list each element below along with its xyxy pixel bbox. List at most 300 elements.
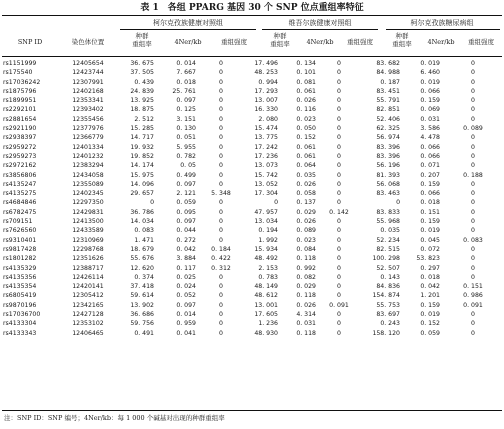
cell-ner-1: 0. 05 [180,162,196,170]
cell-ner-3: 0. 019 [420,227,440,235]
cell-snp-id: rs1801282 [3,255,37,263]
cell-ner-1: 0. 024 [176,283,196,291]
cell-rate-2: 13. 775 [254,134,278,142]
cell-rate-1: 24. 839 [130,87,154,95]
header-strength-3: 重组强度 [468,38,494,46]
cell-strength-3: 0 [471,152,475,160]
cell-rate-1: 36. 686 [130,311,154,319]
cell-ner-2: 0. 118 [296,292,316,300]
cell-rate-3: 0 [396,199,400,207]
cell-ner-1: 7. 667 [176,69,196,77]
cell-strength-2: 0 [337,60,341,67]
header-strength-1: 重组强度 [221,38,247,46]
cell-rate-2: 0. 783 [258,273,278,281]
cell-ner-3: 0. 019 [420,60,440,67]
cell-strength-1: 0 [219,134,223,142]
cell-rate-1: 12. 620 [130,264,154,272]
cell-strength-3: 0 [471,134,475,142]
cell-ner-2: 0. 992 [296,264,316,272]
cell-rate-3: 0. 243 [380,320,400,328]
cell-position: 12297350 [72,199,104,207]
cell-strength-1: 0 [219,152,223,160]
cell-position: 12413500 [72,218,104,226]
table-row [2,310,502,319]
cell-ner-2: 0. 061 [296,143,316,151]
cell-snp-id: rs17036700 [3,311,41,319]
header-rate-3-line1: 种群 [395,32,409,40]
cell-rate-1: 36. 675 [130,60,154,67]
cell-rate-3: 56. 974 [376,134,400,142]
cell-rate-3: 83. 396 [376,143,400,151]
cell-ner-2: 0. 050 [296,125,316,133]
cell-ner-1: 0. 097 [176,180,196,188]
cell-ner-1: 2. 121 [176,190,196,198]
cell-ner-3: 0. 042 [420,283,440,291]
cell-rate-3: 83. 463 [376,190,400,198]
cell-strength-1: 0 [219,301,223,309]
cell-strength-2: 0 [337,236,341,244]
cell-position: 12310969 [72,236,104,244]
table-row [2,115,502,124]
cell-position: 12434058 [72,171,104,179]
cell-snp-id: rs2972162 [3,162,37,170]
cell-strength-3: 0 [471,199,475,207]
cell-ner-3: 6. 460 [420,69,440,77]
cell-ner-2: 0. 029 [296,283,316,291]
cell-position: 12355456 [72,115,104,123]
cell-rate-2: 13. 034 [254,218,278,226]
table-row [2,189,502,198]
cell-rate-1: 14. 034 [130,218,154,226]
cell-snp-id: rs2881654 [3,115,37,123]
bottom-rule [2,410,502,411]
table-row [2,217,502,226]
cell-strength-1: 0 [219,87,223,95]
cell-rate-1: 55. 676 [130,255,154,263]
cell-strength-1: 0 [219,143,223,151]
cell-strength-2: 0 [337,218,341,226]
cell-ner-3: 0. 019 [420,311,440,319]
cell-ner-3: 0. 066 [420,143,440,151]
cell-rate-1: 0. 374 [134,273,154,281]
cell-strength-2: 0. 142 [329,208,349,216]
header-rate-1-line1: 种群 [135,32,149,40]
cell-ner-1: 0. 117 [176,264,196,272]
cell-rate-1: 2. 512 [134,115,154,123]
cell-strength-3: 0. 091 [463,301,483,309]
cell-ner-1: 0. 097 [176,301,196,309]
cell-rate-1: 0. 439 [134,78,154,86]
cell-rate-1: 0 [150,199,154,207]
cell-rate-1: 18. 875 [130,106,154,114]
cell-position: 12388717 [72,264,104,272]
cell-strength-1: 0. 422 [211,255,231,263]
cell-rate-2: 17. 293 [254,87,278,95]
cell-snp-id: rs4133343 [3,329,37,337]
cell-strength-1: 0 [219,227,223,235]
cell-strength-2: 0 [337,143,341,151]
cell-rate-3: 62. 325 [376,125,400,133]
cell-ner-3: 0. 018 [420,199,440,207]
cell-rate-2: 16. 330 [254,106,278,114]
cell-strength-2: 0 [337,78,341,86]
cell-ner-1: 0. 014 [176,311,196,319]
cell-strength-1: 0 [219,292,223,300]
cell-strength-2: 0 [337,255,341,263]
table-row [2,96,502,105]
cell-ner-2: 0. 061 [296,152,316,160]
cell-position: 12307991 [72,78,104,86]
cell-strength-1: 0 [219,106,223,114]
group-title-uygur-control: 维吾尔族健康对照组 [288,19,352,27]
cell-snp-id: rs2921190 [3,125,37,133]
table-row [2,161,502,170]
cell-ner-3: 0. 152 [420,320,440,328]
cell-snp-id: rs709151 [3,218,33,226]
cell-rate-3: 83. 451 [376,87,400,95]
cell-ner-1: 3. 884 [176,255,196,263]
cell-snp-id: rs1899951 [3,97,37,105]
cell-strength-1: 0 [219,180,223,188]
cell-strength-3: 0 [471,69,475,77]
cell-strength-3: 0 [471,218,475,226]
cell-snp-id: rs1875796 [3,87,37,95]
cell-ner-2: 0. 029 [296,208,316,216]
cell-strength-1: 0 [219,162,223,170]
cell-strength-3: 0 [471,190,475,198]
cell-position: 12420141 [72,283,104,291]
table-row [2,208,502,217]
cell-strength-3: 0 [471,264,475,272]
cell-strength-2: 0 [337,125,341,133]
cell-snp-id: rs2292101 [3,106,37,114]
cell-rate-3: 154. 874 [372,292,400,300]
cell-ner-2: 4. 314 [296,311,316,319]
cell-rate-2: 13. 007 [254,97,278,105]
cell-strength-3: 0. 151 [463,283,483,291]
header-rate-2 [258,32,302,48]
cell-snp-id: rs4684846 [3,199,37,207]
cell-strength-1: 0 [219,115,223,123]
cell-rate-3: 83. 697 [376,311,400,319]
cell-ner-3: 0. 159 [420,180,440,188]
cell-ner-1: 0. 051 [176,134,196,142]
header-ner-1: 4Ner/kb [174,38,202,46]
cell-position: 12377976 [72,125,104,133]
cell-rate-2: 13. 073 [254,162,278,170]
header-rate-2-line1: 种群 [273,32,287,40]
cell-ner-2: 0. 064 [296,162,316,170]
group-title-kirgiz-diabetes: 柯尔克孜族糖尿病组 [410,19,474,27]
header-ner-2: 4Ner/kb [306,38,334,46]
header-position: 染色体位置 [71,38,105,46]
cell-rate-3: 81. 393 [376,171,400,179]
cell-rate-1: 18. 679 [130,245,154,253]
cell-rate-2: 0 [274,199,278,207]
cell-ner-2: 0. 134 [296,60,316,67]
cell-ner-1: 0. 014 [176,60,196,67]
cell-strength-3: 0. 986 [463,292,483,300]
cell-strength-3: 0 [471,106,475,114]
cell-strength-1: 0 [219,218,223,226]
cell-ner-1: 0. 097 [176,97,196,105]
cell-position: 12298768 [72,245,104,253]
header-rate-1-line2: 重组率 [132,40,152,48]
cell-strength-2: 0 [337,273,341,281]
cell-rate-2: 48. 612 [254,292,278,300]
cell-position: 12401334 [72,143,104,151]
cell-strength-3: 0 [471,311,475,319]
cell-rate-3: 56. 068 [376,180,400,188]
cell-ner-3: 0. 059 [420,329,440,337]
cell-ner-2: 0. 035 [296,171,316,179]
cell-rate-2: 15. 742 [254,171,278,179]
cell-rate-1: 14. 174 [130,162,154,170]
cell-snp-id: rs6805419 [3,292,37,300]
cell-rate-3: 0. 035 [380,227,400,235]
cell-rate-2: 1. 236 [258,320,278,328]
cell-ner-3: 0. 151 [420,208,440,216]
table-row [2,226,502,235]
cell-strength-1: 0 [219,171,223,179]
cell-rate-2: 0. 994 [258,78,278,86]
cell-position: 12351626 [72,255,104,263]
group-title-kirgiz-control: 柯尔克孜族健康对照组 [153,19,223,27]
header-rate-3-line2: 重组率 [392,40,412,48]
cell-rate-2: 48. 930 [254,329,278,337]
cell-ner-3: 0. 045 [420,236,440,244]
cell-rate-3: 0. 143 [380,273,400,281]
cell-ner-1: 3. 151 [176,115,196,123]
cell-ner-2: 0. 026 [296,97,316,105]
table-row [2,87,502,96]
cell-snp-id: rs6782475 [3,208,37,216]
cell-ner-2: 0. 082 [296,273,316,281]
cell-strength-3: 0. 089 [463,125,483,133]
cell-ner-3: 3. 586 [420,125,440,133]
cell-ner-1: 0. 042 [176,245,196,253]
cell-rate-1: 13. 925 [130,97,154,105]
cell-rate-2: 17. 242 [254,143,278,151]
cell-strength-3: 0 [471,329,475,337]
table-row [2,105,502,114]
table-row [2,282,502,291]
cell-ner-2: 0. 137 [296,199,316,207]
table-row [2,124,502,133]
cell-strength-2: 0 [337,152,341,160]
cell-strength-1: 0 [219,69,223,77]
cell-ner-1: 0. 130 [176,125,196,133]
cell-ner-3: 0. 159 [420,97,440,105]
table-row [2,143,502,152]
cell-ner-2: 0. 058 [296,190,316,198]
cell-strength-1: 0 [219,125,223,133]
cell-ner-1: 0. 959 [176,320,196,328]
cell-rate-2: 15. 934 [254,245,278,253]
cell-strength-1: 0. 312 [211,264,231,272]
cell-rate-1: 13. 902 [130,301,154,309]
cell-strength-3: 0 [471,60,475,67]
cell-rate-3: 52. 507 [376,264,400,272]
cell-ner-1: 0. 052 [176,292,196,300]
cell-strength-3: 0 [471,320,475,328]
snp-table-body [2,59,502,338]
cell-rate-3: 56. 196 [376,162,400,170]
cell-strength-2: 0 [337,171,341,179]
cell-strength-1: 0 [219,236,223,244]
cell-ner-3: 0. 019 [420,78,440,86]
cell-ner-3: 0. 297 [420,264,440,272]
cell-strength-3: 0 [471,162,475,170]
cell-strength-2: 0 [337,329,341,337]
cell-snp-id: rs2938397 [3,134,37,142]
cell-rate-3: 83. 682 [376,60,400,67]
cell-strength-3: 0 [471,87,475,95]
cell-strength-1: 0. 184 [211,245,231,253]
cell-rate-2: 17. 496 [254,60,278,67]
cell-strength-1: 0 [219,199,223,207]
cell-ner-1: 0. 125 [176,106,196,114]
cell-snp-id: rs9817428 [3,245,37,253]
cell-snp-id: rs1151999 [3,60,37,67]
cell-position: 12402168 [72,87,104,95]
cell-strength-1: 0 [219,311,223,319]
cell-ner-2: 0. 084 [296,245,316,253]
cell-position: 12429831 [72,208,104,216]
cell-strength-3: 0 [471,115,475,123]
cell-rate-2: 15. 474 [254,125,278,133]
cell-ner-1: 0. 097 [176,218,196,226]
cell-position: 12355089 [72,180,104,188]
header-rate-1 [118,32,166,48]
cell-rate-3: 158. 120 [372,329,400,337]
cell-position: 12383294 [72,162,104,170]
cell-rate-2: 13. 052 [254,180,278,188]
cell-position: 12406465 [72,329,104,337]
cell-strength-2: 0 [337,87,341,95]
cell-ner-2: 0. 023 [296,236,316,244]
cell-ner-3: 4. 478 [420,134,440,142]
cell-ner-2: 0. 118 [296,329,316,337]
cell-strength-3: 0 [471,78,475,86]
cell-rate-1: 59. 756 [130,320,154,328]
cell-strength-2: 0 [337,115,341,123]
cell-strength-1: 0 [219,97,223,105]
cell-rate-1: 0. 491 [134,329,154,337]
table-row [2,301,502,310]
cell-rate-2: 13. 001 [254,301,278,309]
table-row [2,264,502,273]
table-row [2,152,502,161]
cell-rate-2: 17. 304 [254,190,278,198]
cell-snp-id: rs4135275 [3,190,37,198]
cell-rate-1: 19. 932 [130,143,154,151]
cell-strength-2: 0 [337,199,341,207]
cell-snp-id: rs9310401 [3,236,37,244]
cell-strength-2: 0 [337,227,341,235]
cell-ner-1: 0. 272 [176,236,196,244]
cell-ner-2: 0. 118 [296,255,316,263]
cell-snp-id: rs17036242 [3,78,41,86]
cell-strength-3: 0. 188 [463,171,483,179]
cell-strength-2: 0 [337,245,341,253]
group-underline-2 [262,29,378,30]
cell-position: 12393402 [72,106,104,114]
header-strength-2: 重组强度 [347,38,373,46]
cell-strength-2: 0 [337,320,341,328]
cell-ner-1: 0. 782 [176,152,196,160]
cell-position: 12427128 [72,311,104,319]
cell-rate-2: 48. 149 [254,283,278,291]
cell-ner-3: 0. 066 [420,190,440,198]
cell-strength-3: 0 [471,143,475,151]
cell-strength-3: 0 [471,208,475,216]
cell-snp-id: rs9870196 [3,301,37,309]
cell-rate-2: 1. 992 [258,236,278,244]
cell-ner-1: 5. 955 [176,143,196,151]
cell-ner-3: 0. 207 [420,171,440,179]
table-row [2,273,502,282]
cell-strength-2: 0 [337,264,341,272]
cell-snp-id: rs175540 [3,69,33,77]
cell-position: 12305412 [72,292,104,300]
cell-snp-id: rs4135354 [3,283,37,291]
cell-rate-2: 2. 080 [258,115,278,123]
table-row [2,59,502,68]
cell-ner-3: 0. 071 [420,162,440,170]
cell-strength-1: 0 [219,320,223,328]
cell-rate-1: 15. 285 [130,125,154,133]
group-underline-3 [386,29,500,30]
cell-strength-2: 0 [337,311,341,319]
table-row [2,68,502,77]
cell-rate-1: 19. 852 [130,152,154,160]
cell-ner-2: 0. 026 [296,301,316,309]
cell-strength-3: 0 [471,273,475,281]
cell-rate-3: 52. 234 [376,236,400,244]
cell-strength-2: 0 [337,190,341,198]
cell-ner-2: 0. 152 [296,134,316,142]
cell-position: 12353102 [72,320,104,328]
cell-rate-1: 37. 418 [130,283,154,291]
table-row [2,319,502,328]
table-row [2,198,502,207]
cell-rate-1: 29. 657 [130,190,154,198]
group-underline-1 [120,29,256,30]
cell-snp-id: rs7626560 [3,227,37,235]
cell-rate-1: 37. 505 [130,69,154,77]
cell-rate-2: 47. 957 [254,208,278,216]
cell-rate-3: 100. 298 [372,255,400,263]
cell-ner-3: 0. 072 [420,245,440,253]
cell-rate-1: 14. 717 [130,134,154,142]
cell-ner-2: 0. 026 [296,180,316,188]
cell-ner-3: 53. 823 [416,255,440,263]
cell-rate-2: 0. 194 [258,227,278,235]
table-row [2,245,502,254]
table-row [2,133,502,142]
cell-position: 12353341 [72,97,104,105]
cell-strength-2: 0 [337,97,341,105]
cell-strength-1: 0 [219,78,223,86]
cell-ner-3: 0. 066 [420,87,440,95]
cell-ner-2: 0. 089 [296,227,316,235]
cell-snp-id: rs2959272 [3,143,37,151]
cell-rate-2: 17. 236 [254,152,278,160]
cell-rate-1: 14. 096 [130,180,154,188]
table-row [2,329,502,338]
cell-ner-2: 0. 061 [296,87,316,95]
